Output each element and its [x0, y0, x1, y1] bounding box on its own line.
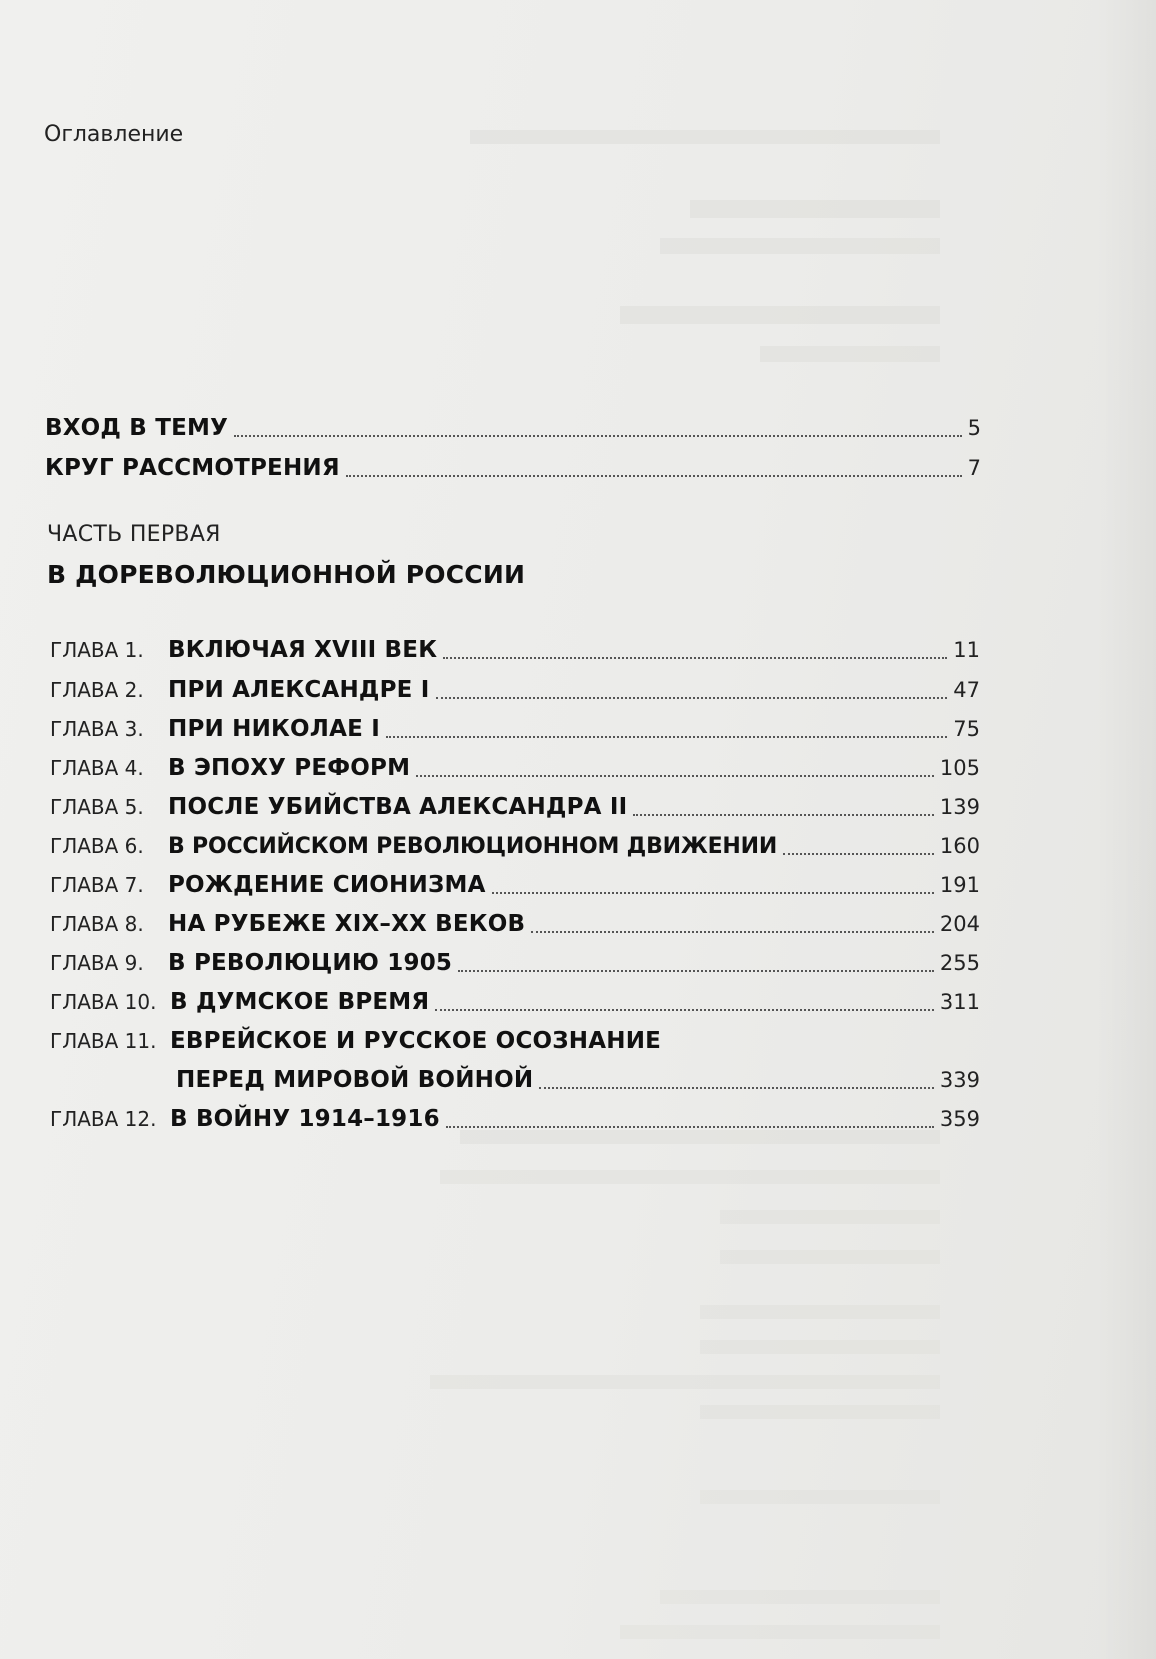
- toc-chapter-11[interactable]: [50, 1024, 980, 1058]
- chapter-page: 339: [939, 1068, 980, 1092]
- toc-chapter-9[interactable]: [50, 946, 980, 980]
- chapter-number: ГЛАВА 4.: [50, 756, 144, 780]
- chapter-page: 11: [953, 638, 980, 662]
- dot-leader: [435, 1009, 934, 1011]
- dot-leader: [446, 1126, 934, 1128]
- chapter-title: ПРИ НИКОЛАЕ I: [168, 716, 380, 742]
- dot-leader: [492, 892, 934, 894]
- chapter-title: ПЕРЕД МИРОВОЙ ВОЙНОЙ: [176, 1067, 534, 1093]
- toc-chapter-6[interactable]: [50, 829, 980, 863]
- chapter-title: НА РУБЕЖЕ XIX–XX ВЕКОВ: [168, 911, 526, 937]
- toc-chapter-4[interactable]: [50, 751, 980, 785]
- toc-page-number: 5: [967, 416, 981, 440]
- dot-leader: [531, 931, 934, 933]
- chapter-page: 359: [939, 1107, 980, 1131]
- toc-chapter-11-cont[interactable]: [176, 1063, 980, 1097]
- dot-leader: [539, 1087, 934, 1089]
- toc-chapter-8[interactable]: [50, 907, 980, 941]
- chapter-page: 139: [939, 795, 980, 819]
- dot-leader: [436, 697, 948, 699]
- toc-entry-scope[interactable]: [45, 451, 981, 485]
- chapter-page: 75: [953, 717, 980, 741]
- chapter-number: ГЛАВА 2.: [50, 678, 144, 702]
- toc-chapter-10[interactable]: [50, 985, 980, 1019]
- toc-chapter-2[interactable]: [50, 673, 980, 707]
- chapter-title-line1: ЕВРЕЙСКОЕ И РУССКОЕ ОСОЗНАНИЕ: [170, 1028, 662, 1054]
- dot-leader: [443, 657, 947, 659]
- toc-chapter-3[interactable]: [50, 712, 980, 746]
- toc-entry-title: ВХОД В ТЕМУ: [45, 415, 229, 441]
- chapter-title: ПОСЛЕ УБИЙСТВА АЛЕКСАНДРА II: [168, 794, 628, 820]
- part-title: В ДОРЕВОЛЮЦИОННОЙ РОССИИ: [47, 560, 526, 589]
- toc-page-number: 7: [967, 456, 981, 480]
- toc-entry-title: КРУГ РАССМОТРЕНИЯ: [45, 455, 340, 481]
- chapter-number: ГЛАВА 1.: [50, 638, 144, 662]
- dot-leader: [633, 814, 934, 816]
- running-head: Оглавление: [44, 122, 184, 147]
- chapter-number: ГЛАВА 6.: [50, 834, 144, 858]
- chapter-page: 204: [939, 912, 980, 936]
- chapter-title: ВКЛЮЧАЯ XVIII ВЕК: [168, 637, 438, 663]
- toc-chapter-12[interactable]: [50, 1102, 980, 1136]
- chapter-number: ГЛАВА 9.: [50, 951, 144, 975]
- page-shadow: [1096, 0, 1156, 1659]
- dot-leader: [783, 853, 934, 855]
- chapter-title: В ЭПОХУ РЕФОРМ: [168, 755, 411, 781]
- chapter-title: В ДУМСКОЕ ВРЕМЯ: [170, 989, 430, 1015]
- toc-chapter-5[interactable]: [50, 790, 980, 824]
- chapter-number: ГЛАВА 8.: [50, 912, 144, 936]
- chapter-page: 191: [939, 873, 980, 897]
- chapter-number: ГЛАВА 11.: [50, 1029, 157, 1053]
- chapter-title: РОЖДЕНИЕ СИОНИЗМА: [168, 872, 486, 898]
- toc-chapter-1[interactable]: [50, 633, 980, 667]
- chapter-page: 311: [939, 990, 980, 1014]
- chapter-page: 47: [953, 678, 980, 702]
- chapter-title: В РЕВОЛЮЦИЮ 1905: [168, 950, 453, 976]
- chapter-number: ГЛАВА 7.: [50, 873, 144, 897]
- chapter-page: 160: [939, 834, 980, 858]
- chapter-number: ГЛАВА 10.: [50, 990, 157, 1014]
- chapter-title: ПРИ АЛЕКСАНДРЕ I: [168, 677, 430, 703]
- chapter-page: 105: [939, 756, 980, 780]
- dot-leader: [234, 435, 962, 437]
- chapter-title: В РОССИЙСКОМ РЕВОЛЮЦИОННОМ ДВИЖЕНИИ: [168, 834, 778, 859]
- chapter-number: ГЛАВА 3.: [50, 717, 144, 741]
- part-label: ЧАСТЬ ПЕРВАЯ: [47, 522, 221, 547]
- toc-entry-intro[interactable]: [45, 411, 981, 445]
- toc-chapter-7[interactable]: [50, 868, 980, 902]
- chapter-number: ГЛАВА 5.: [50, 795, 144, 819]
- dot-leader: [458, 970, 934, 972]
- chapter-title: В ВОЙНУ 1914–1916: [170, 1106, 440, 1132]
- dot-leader: [416, 775, 934, 777]
- dot-leader: [346, 475, 962, 477]
- chapter-number: ГЛАВА 12.: [50, 1107, 157, 1131]
- chapter-page: 255: [939, 951, 980, 975]
- dot-leader: [386, 736, 947, 738]
